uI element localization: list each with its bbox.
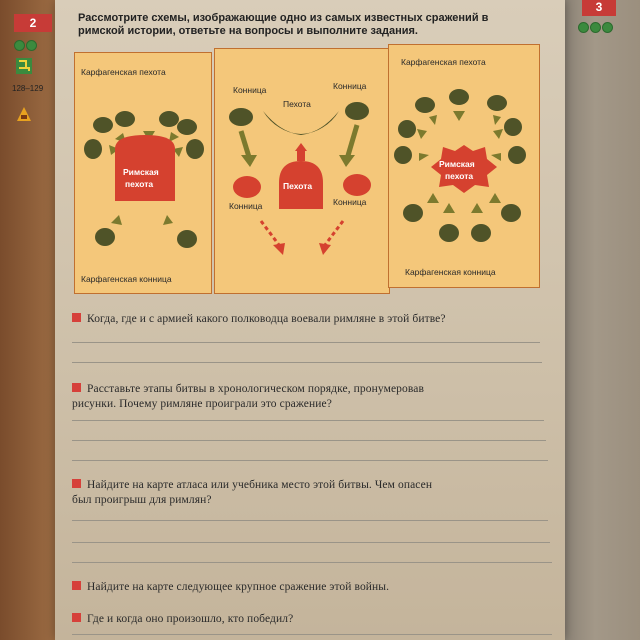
question-3 [72,478,542,508]
question-2-text-2: рисунки. Почему римляне проиграли это сражение? [72,398,332,410]
question-4 [72,580,542,595]
label-carthaginian-cavalry: Карфагенская конница [81,274,172,284]
answer-line[interactable] [72,362,542,363]
answer-line[interactable] [72,542,550,543]
answer-line[interactable] [72,562,552,563]
label-carthaginian-cavalry-3: Карфагенская конница [405,267,496,277]
task-bullet-icon [72,479,81,488]
answer-line[interactable] [72,420,544,421]
scheme-3 [388,44,540,288]
task-bullet-icon [72,313,81,322]
scheme-2 [214,48,390,294]
answer-line[interactable] [72,634,552,635]
label-infantry: Пехота [283,99,311,109]
answer-line[interactable] [72,460,548,461]
answer-line[interactable] [72,342,540,343]
scheme-1 [74,52,212,294]
label-roman-infantry-2: пехота [125,179,154,189]
label-roman-infantry-3: Римская [439,159,475,169]
label-cavalry-right-bottom: Конница [333,197,367,207]
task-title: Рассмотрите схемы, изображающие одно из самых известных сражений в римской истории, ответьте на вопросы и выполните задания. [78,12,489,37]
label-cavalry-right: Конница [333,81,367,91]
label-carthaginian-infantry-3: Карфагенская пехота [401,57,486,67]
question-3-text-2: был проигрыш для римлян? [72,494,212,506]
question-1-text: Когда, где и с армией какого полководца воевали римляне в этой битве? [87,313,446,325]
answer-line[interactable] [72,520,548,521]
difficulty-dots-right [578,20,614,38]
label-cavalry-left: Конница [233,85,267,95]
page-number-tab-left: 2 [14,14,52,32]
task-marker-icon [16,106,32,122]
label-roman-infantry: Римская [123,167,159,177]
question-5 [72,612,542,627]
label-carthaginian-infantry: Карфагенская пехота [81,67,166,77]
question-5-text: Где и когда оно произошло, кто победил? [87,613,294,625]
question-2 [72,382,542,412]
label-roman-center: Пехота [283,181,313,191]
right-page [565,0,640,640]
label-cavalry-left-bottom: Конница [229,201,263,211]
question-4-text: Найдите на карте следующее крупное сражение этой войны. [87,581,390,593]
double-arrow-icon [16,58,32,74]
page-reference: 128–129 [12,84,44,93]
difficulty-dots-left [14,38,38,56]
page-number-tab-right: 3 [582,0,616,16]
question-2-text-1: Расставьте этапы битвы в хронологическом порядке, пронумеровав [87,383,424,395]
task-bullet-icon [72,581,81,590]
answer-line[interactable] [72,440,546,441]
question-1 [72,312,542,327]
question-3-text-1: Найдите на карте атласа или учебника место этой битвы. Чем опасен [87,479,433,491]
task-bullet-icon [72,383,81,392]
task-bullet-icon [72,613,81,622]
label-roman-infantry-3b: пехота [445,171,474,181]
